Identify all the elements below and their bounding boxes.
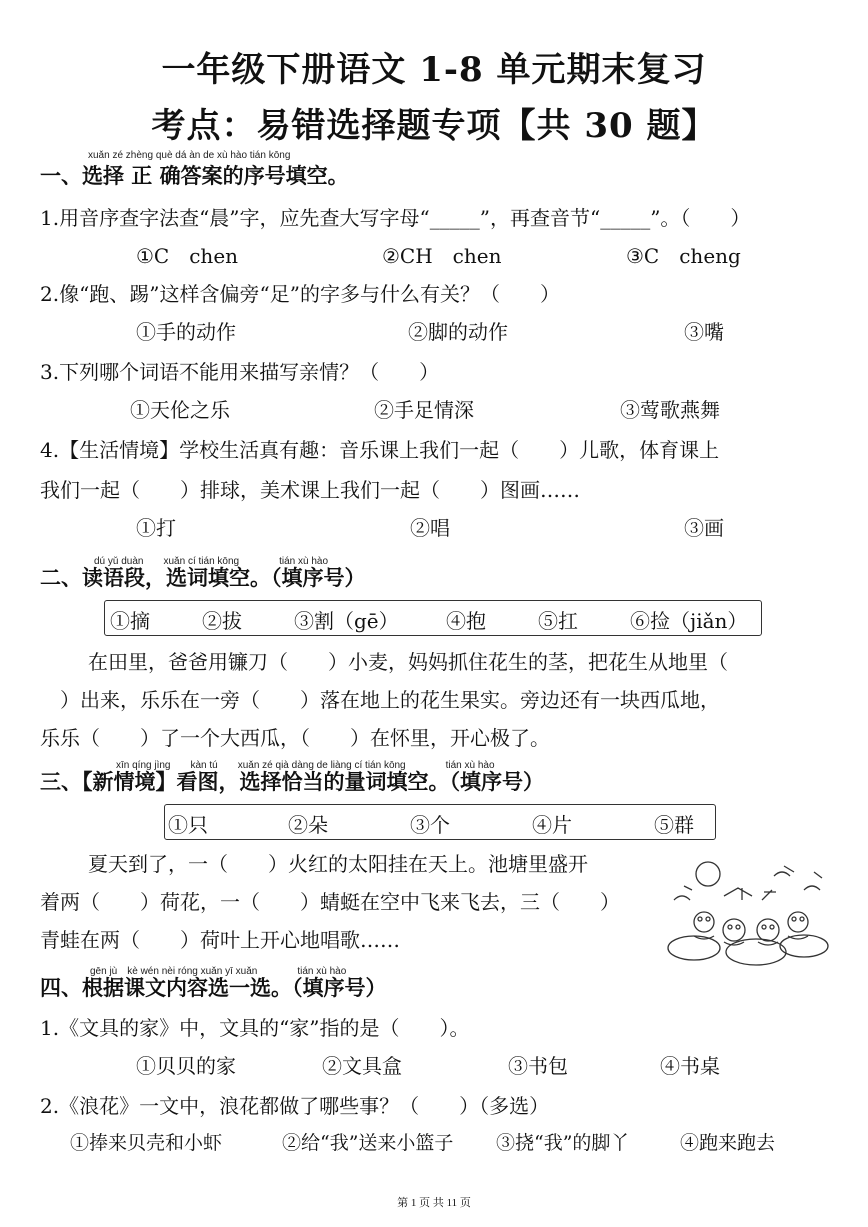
word-bank-item: ③个 xyxy=(410,813,450,837)
s4q1-option-1: ①贝贝的家 xyxy=(136,1054,236,1078)
word-bank-item: ③割（gē） xyxy=(294,609,399,633)
page-title: 一年级下册语文 1-8 单元期末复习 xyxy=(161,50,707,90)
passage-line: 夏天到了，一（ ）火红的太阳挂在天上。池塘里盛开 xyxy=(88,852,588,876)
section1-pinyin: xuǎn zé zhèng què dá àn de xù hào tián kōng xyxy=(88,150,291,161)
word-bank-item: ⑥捡（jiǎn） xyxy=(630,609,748,633)
section4-heading: 四、根据课文内容选一选。（填序号） xyxy=(40,976,387,1000)
s4q2-option-2: ②给“我”送来小篮子 xyxy=(282,1132,454,1154)
q2-option-1: ①手的动作 xyxy=(136,320,236,344)
s4q1-option-4: ④书桌 xyxy=(660,1054,720,1078)
s4q1-option-3: ③书包 xyxy=(508,1054,568,1078)
section3-pinyin: xīn qíng jìng kàn tú xuǎn zé qià dàng de liàng cí tián kōng tián xù hào xyxy=(116,760,495,771)
pond-frogs-illustration xyxy=(664,856,836,976)
s4-question-2: 2.《浪花》一文中，浪花都做了哪些事？（ ）（多选） xyxy=(40,1094,550,1118)
question-4-line1: 4.【生活情境】学校生活真有趣：音乐课上我们一起（ ）儿歌，体育课上 xyxy=(40,438,720,462)
q4-option-3: ③画 xyxy=(684,516,724,540)
passage-line: 在田里，爸爸用镰刀（ ）小麦，妈妈抓住花生的茎，把花生从地里（ xyxy=(88,650,728,674)
s4-question-1: 1.《文具的家》中，文具的“家”指的是（ ）。 xyxy=(40,1016,470,1040)
passage-line: ）出来，乐乐在一旁（ ）落在地上的花生果实。旁边还有一块西瓜地， xyxy=(60,688,720,712)
page-subtitle: 考点：易错选择题专项【共 30 题】 xyxy=(151,106,717,146)
section2-pinyin: dú yǔ duàn xuǎn cí tián kōng tián xù hào xyxy=(94,556,329,567)
word-bank-item: ①摘 xyxy=(110,609,150,633)
q3-option-2: ②手足情深 xyxy=(374,398,474,422)
section2-heading: 二、读语段，选词填空。（填序号） xyxy=(40,566,366,590)
q4-option-1: ①打 xyxy=(136,516,176,540)
word-bank-item: ④抱 xyxy=(446,609,486,633)
word-bank-item: ④片 xyxy=(532,813,572,837)
question-4-line2: 我们一起（ ）排球，美术课上我们一起（ ）图画…… xyxy=(40,478,580,502)
q4-option-2: ②唱 xyxy=(410,516,450,540)
section1-heading: 一、选择 正 确答案的序号填空。 xyxy=(40,164,349,188)
s4q1-option-2: ②文具盒 xyxy=(322,1054,402,1078)
question-1: 1.用音序查字法查“晨”字，应先查大写字母“_____”，再查音节“_____”。（ ） xyxy=(40,206,751,230)
s4q2-option-1: ①捧来贝壳和小虾 xyxy=(70,1132,223,1154)
q1-option-2: ②CH chen xyxy=(382,244,502,268)
q3-option-1: ①天伦之乐 xyxy=(130,398,230,422)
question-3: 3.下列哪个词语不能用来描写亲情？（ ） xyxy=(40,360,440,384)
word-bank-item: ①只 xyxy=(168,813,208,837)
passage-line: 着两（ ）荷花，一（ ）蜻蜓在空中飞来飞去，三（ ） xyxy=(40,890,620,914)
q2-option-2: ②脚的动作 xyxy=(408,320,508,344)
page-footer: 第 1 页 共 11 页 xyxy=(397,1197,471,1209)
question-2: 2.像“跑、踢”这样含偏旁“足”的字多与什么有关？（ ） xyxy=(40,282,560,306)
word-bank-item: ②朵 xyxy=(288,813,328,837)
q2-option-3: ③嘴 xyxy=(684,320,724,344)
s4q2-option-4: ④跑来跑去 xyxy=(680,1132,776,1154)
passage-line: 乐乐（ ）了一个大西瓜，（ ）在怀里，开心极了。 xyxy=(40,726,550,750)
word-bank-item: ⑤群 xyxy=(654,813,694,837)
q1-option-1: ①C chen xyxy=(136,244,239,268)
word-bank-item: ⑤扛 xyxy=(538,609,578,633)
q1-option-3: ③C cheng xyxy=(626,244,741,268)
passage-line: 青蛙在两（ ）荷叶上开心地唱歌…… xyxy=(40,928,400,952)
q3-option-3: ③莺歌燕舞 xyxy=(620,398,720,422)
s4q2-option-3: ③挠“我”的脚丫 xyxy=(496,1132,630,1154)
section3-heading: 三、【新情境】看图，选择恰当的量词填空。（填序号） xyxy=(40,770,544,794)
word-bank-item: ②拔 xyxy=(202,609,242,633)
section4-pinyin: gēn jù kè wén nèi róng xuǎn yī xuǎn tián xù hào xyxy=(90,966,347,977)
